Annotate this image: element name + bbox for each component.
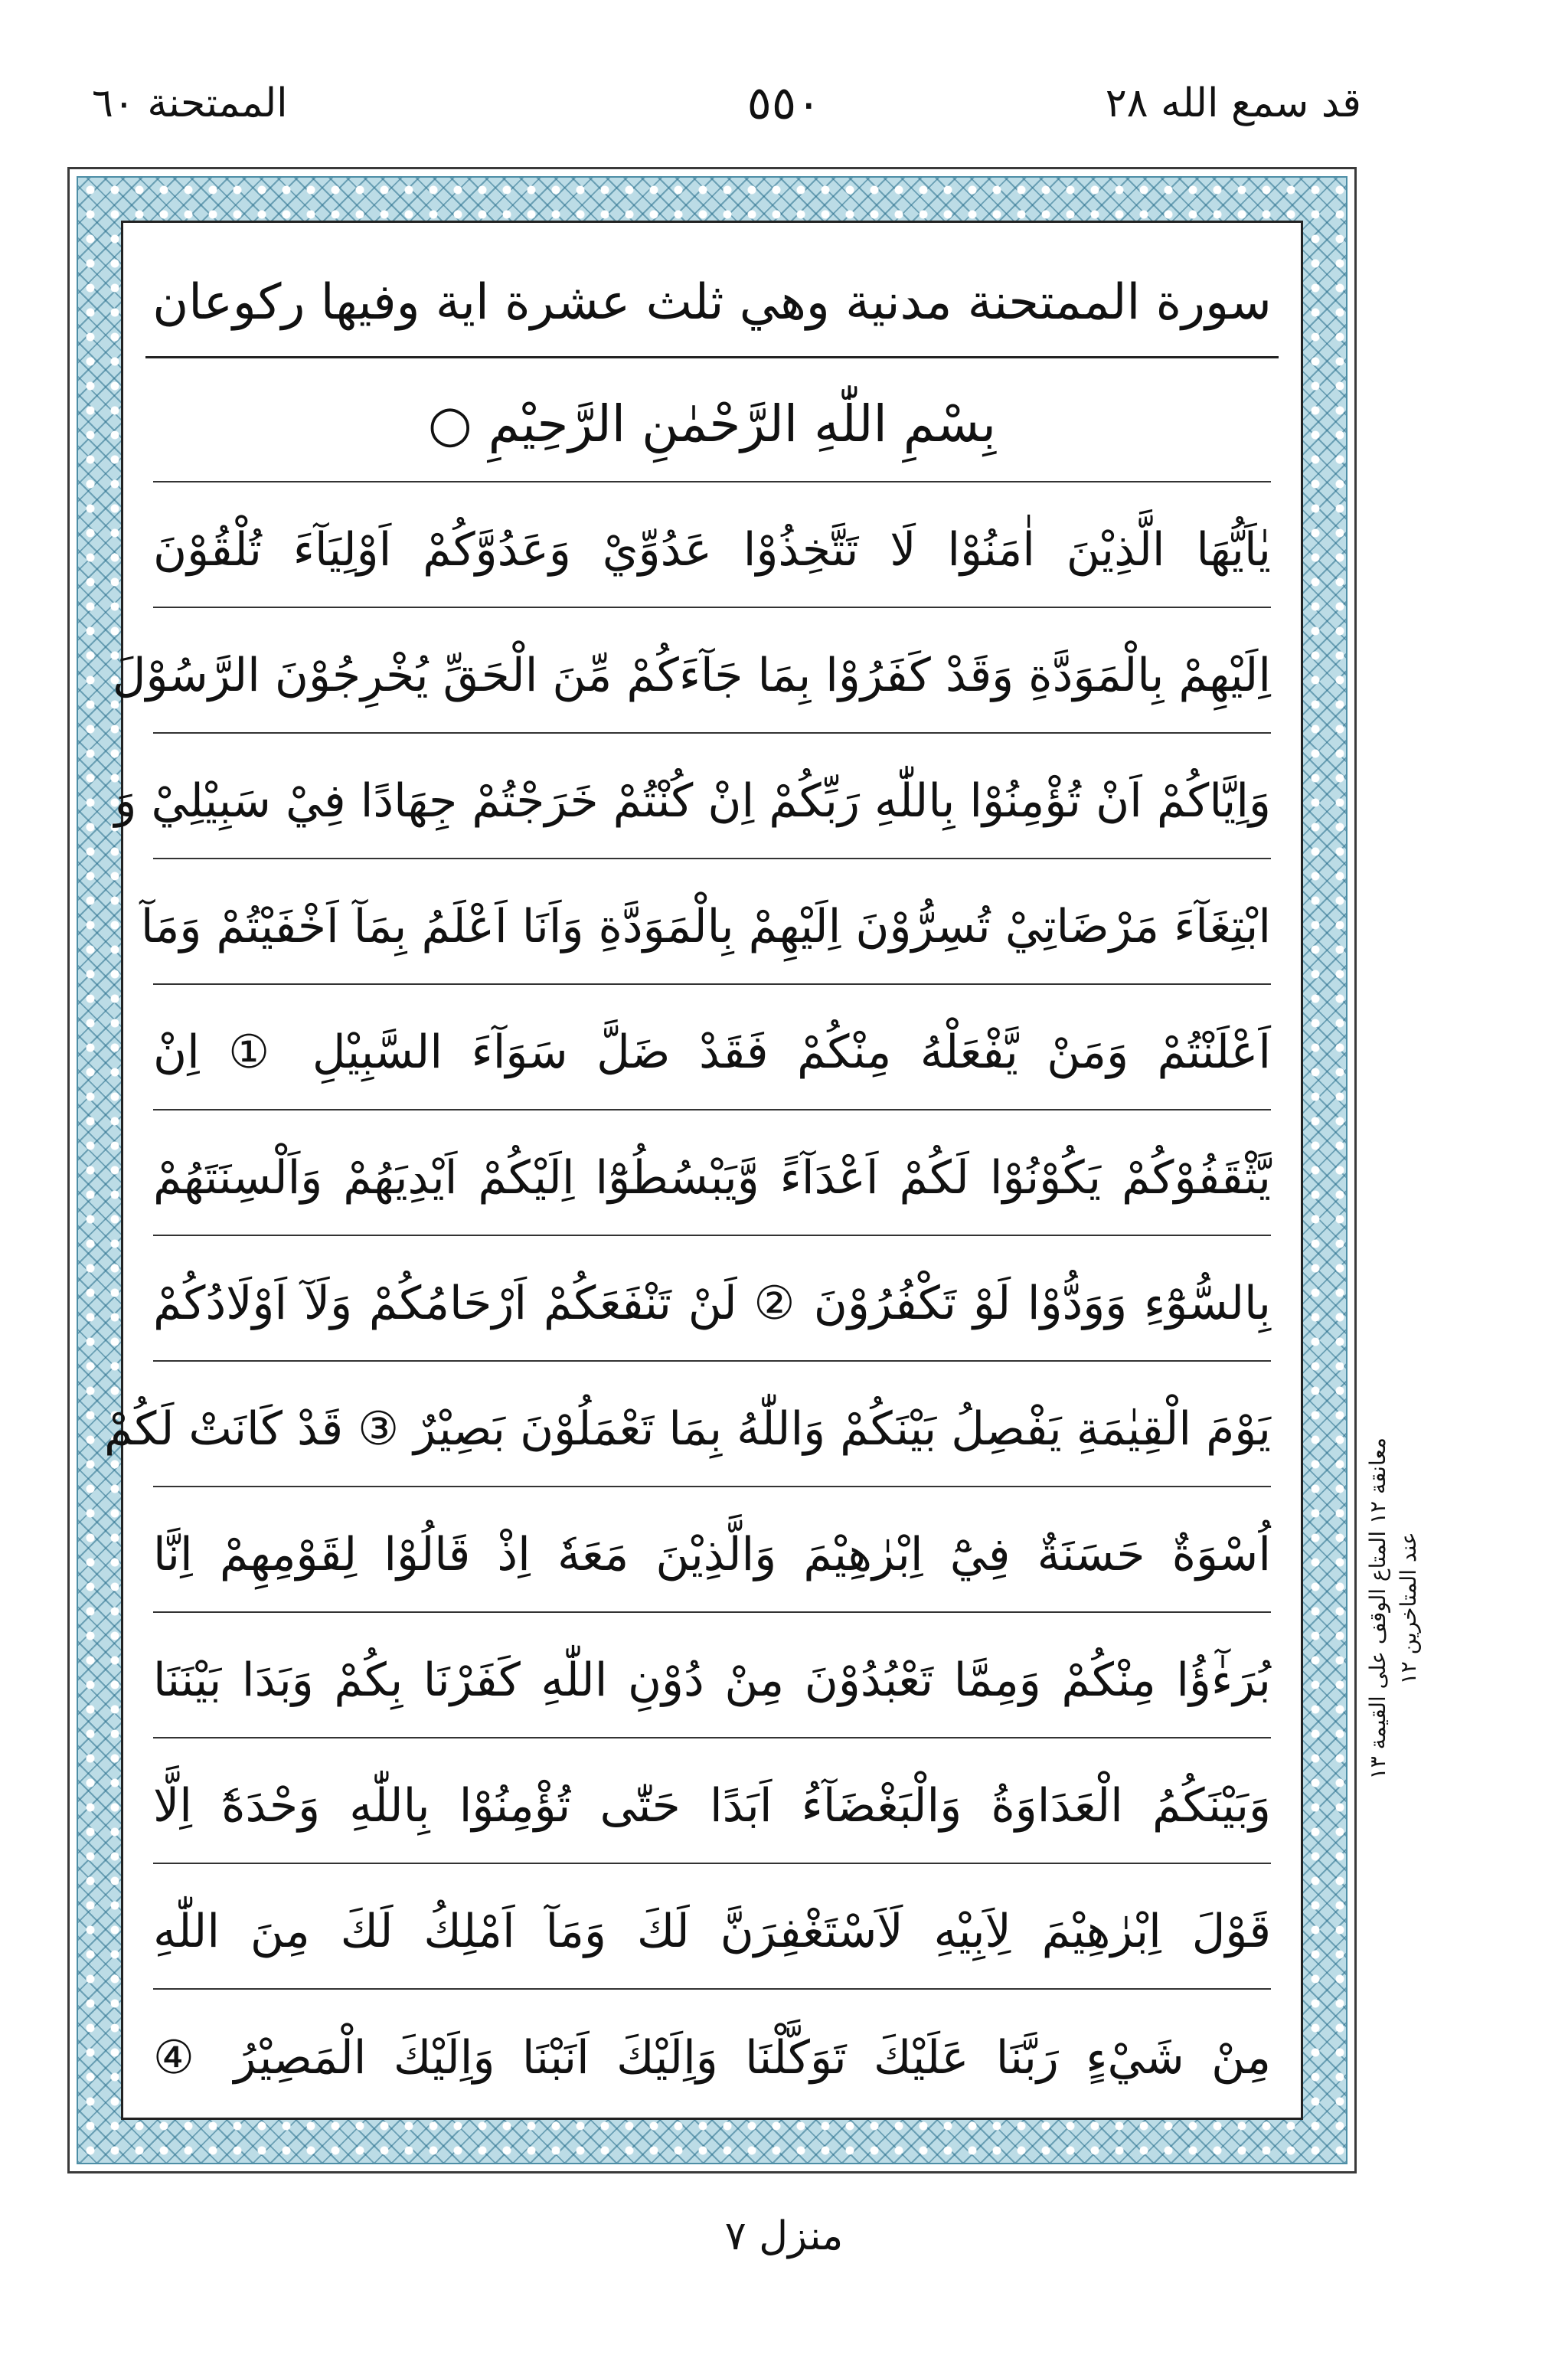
verse-line-text: يَوْمَ الْقِيٰمَةِ يَفْصِلُ بَيْنَكُمْ وَاللّٰهُ بِمَا تَعْمَلُوْنَ بَصِيْرٌ ③ قَدْ كَانَتْ لَكُمْ [104, 1402, 1271, 1456]
verse-line [153, 1749, 1271, 1864]
verse-line [153, 996, 1271, 1110]
verse-line [140, 870, 1271, 985]
verse-line-text: اُسْوَةٌ حَسَنَةٌ فِيْٓ اِبْرٰهِيْمَ وَالَّذِيْنَ مَعَهٗ اِذْ قَالُوْا لِقَوْمِهِمْ اِنَّا [153, 1528, 1271, 1581]
verse-line-text: اِلَيْهِمْ بِالْمَوَدَّةِ وَقَدْ كَفَرُوْا بِمَا جَآءَكُمْ مِّنَ الْحَقِّ يُخْرِجُوْنَ الرَّسُوْلَ [112, 649, 1271, 702]
manzil-label: منزل ٧ [724, 2213, 844, 2259]
verse-line [153, 1624, 1271, 1738]
surah-title [121, 253, 1303, 352]
margin-note [1348, 1371, 1439, 1846]
verse-line-text: مِنْ شَيْءٍ رَبَّنَا عَلَيْكَ تَوَكَّلْنَا وَاِلَيْكَ اَنَبْنَا وَاِلَيْكَ الْمَصِيْرُ ④ [153, 2031, 1271, 2085]
verse-line-text: بُرَءٰٓؤُا مِنْكُمْ وَمِمَّا تَعْبُدُوْنَ مِنْ دُوْنِ اللّٰهِ كَفَرْنَا بِكُمْ وَبَدَا بَيْنَنَا [153, 1653, 1271, 1707]
verse-line-text: وَاِيَّاكُمْ اَنْ تُؤْمِنُوْا بِاللّٰهِ رَبِّكُمْ اِنْ كُنْتُمْ خَرَجْتُمْ جِهَادًا فِيْ سَبِيْلِيْ وَ [114, 774, 1271, 828]
verse-line [112, 619, 1271, 734]
verse-line [104, 1372, 1271, 1487]
title-divider [145, 356, 1279, 358]
verse-line [114, 744, 1271, 859]
verse-line [153, 493, 1271, 608]
verse-line-text: اَعْلَنْتُمْ وَمَنْ يَّفْعَلْهُ مِنْكُمْ فَقَدْ ضَلَّ سَوَآءَ السَّبِيْلِ ① اِنْ [153, 1025, 1271, 1079]
verse-line [153, 2000, 1271, 2115]
verse-line-text: بِالسُّوْٓءِ وَوَدُّوْا لَوْ تَكْفُرُوْنَ ② لَنْ تَنْفَعَكُمْ اَرْحَامُكُمْ وَلَآ اَوْلَادُكُمْ [153, 1277, 1271, 1330]
verse-line-text: وَبَيْنَكُمُ الْعَدَاوَةُ وَالْبَغْضَآءُ اَبَدًا حَتّٰى تُؤْمِنُوْا بِاللّٰهِ وَحْدَهٗٓ اِلَّا [153, 1779, 1271, 1833]
margin-note-text: معانقة ١٢ المتاع الوقف على القيمة ١٣ عند المتاخرين ١٢ [1365, 1437, 1421, 1780]
surah-label: الممتحنة ٦٠ [92, 80, 288, 126]
juz-label: قد سمع الله ٢٨ [1105, 80, 1361, 126]
verse-line-text: بِسْمِ اللّٰهِ الرَّحْمٰنِ الرَّحِيْمِ ○ [428, 394, 996, 453]
bismillah-line [153, 368, 1271, 482]
page-number: ٥٥٠ [746, 77, 822, 130]
surah-title-text: سورة الممتحنة مدنية وهي ثلث عشرة اية وفيها ركوعان [152, 274, 1272, 331]
verse-line [153, 1875, 1271, 1990]
verse-line [153, 1247, 1271, 1362]
verse-line [153, 1121, 1271, 1236]
verse-line-text: يَّثْقَفُوْكُمْ يَكُوْنُوْا لَكُمْ اَعْدَآءً وَّيَبْسُطُوْٓا اِلَيْكُمْ اَيْدِيَهُمْ وَاَلْسِنَتَهُمْ [153, 1151, 1271, 1205]
verse-line-text: يٰاَيُّهَا الَّذِيْنَ اٰمَنُوْا لَا تَتَّخِذُوْا عَدُوِّيْ وَعَدُوَّكُمْ اَوْلِيَآءَ تُلْقُوْنَ [153, 523, 1271, 577]
verse-line [153, 1498, 1271, 1613]
verse-line-text: ابْتِغَآءَ مَرْضَاتِيْ تُسِرُّوْنَ اِلَيْهِمْ بِالْمَوَدَّةِ وَاَنَا اَعْلَمُ بِمَآ اَخْفَيْتُمْ وَمَآ [140, 900, 1271, 953]
verse-line-text: قَوْلَ اِبْرٰهِيْمَ لِاَبِيْهِ لَاَسْتَغْفِرَنَّ لَكَ وَمَآ اَمْلِكُ لَكَ مِنَ اللّٰهِ [153, 1905, 1271, 1958]
